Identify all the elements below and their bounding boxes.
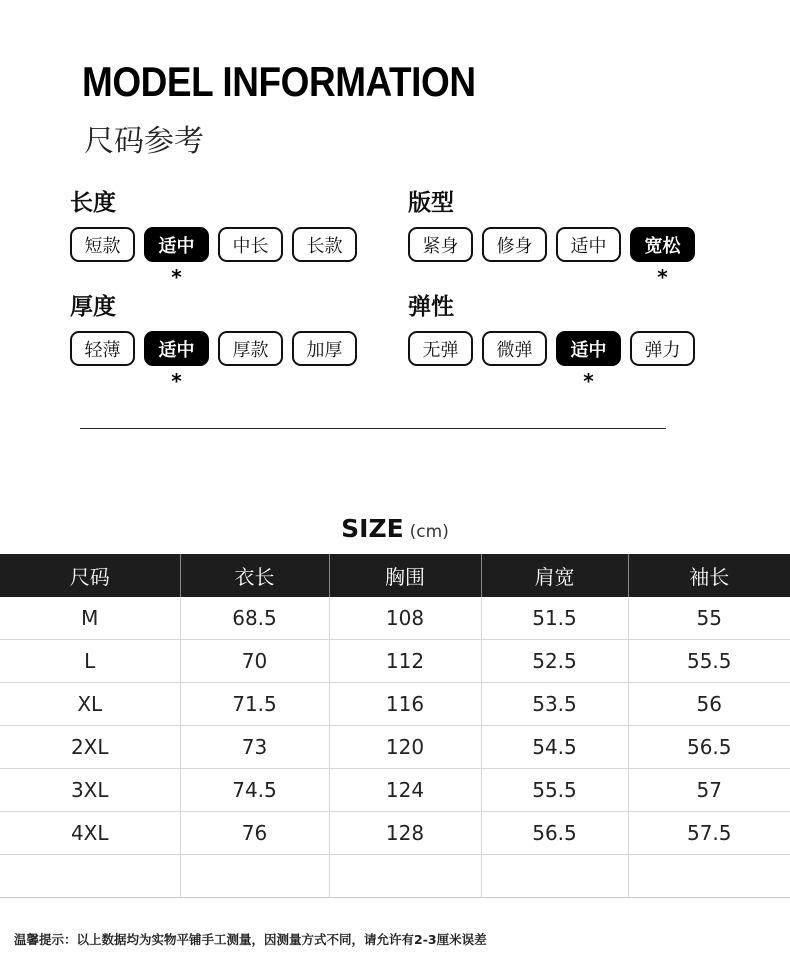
table-cell: 120 [329, 726, 481, 769]
option-label: 适中 [570, 339, 607, 361]
table-cell: 56.5 [628, 726, 790, 769]
table-cell: 116 [329, 683, 481, 726]
option-pill [70, 331, 135, 366]
selected-marker: * [171, 265, 182, 289]
option-pill-selected [556, 331, 621, 393]
table-cell: 55 [628, 597, 790, 640]
section-divider [80, 428, 666, 429]
table-row [0, 812, 790, 855]
table-cell: 76 [180, 812, 329, 855]
table-cell: 128 [329, 812, 481, 855]
selected-marker: * [171, 369, 182, 393]
table-cell: 4XL [0, 812, 180, 855]
option-pill [218, 331, 283, 366]
column-header-sleeve: 袖长 [628, 554, 790, 597]
option-pill [482, 331, 547, 366]
option-pill-selected [144, 227, 209, 289]
option-label: 中长 [232, 235, 269, 257]
table-cell: 73 [180, 726, 329, 769]
attribute-length [70, 189, 357, 289]
table-cell: 52.5 [481, 640, 628, 683]
table-cell: 57 [628, 769, 790, 812]
table-header-row [0, 554, 790, 597]
size-unit: (cm) [409, 522, 449, 542]
table-cell: 53.5 [481, 683, 628, 726]
column-header-length: 衣长 [180, 554, 329, 597]
table-row [0, 769, 790, 812]
option-label: 适中 [158, 235, 195, 257]
selected-marker: * [657, 265, 668, 289]
table-cell: 71.5 [180, 683, 329, 726]
option-label: 厚款 [232, 339, 269, 361]
table-cell-empty [481, 855, 628, 898]
option-row [408, 227, 695, 289]
footnote: 温馨提示：以上数据均为实物平铺手工测量，因测量方式不同，请允许有2-3厘米误差 [14, 932, 487, 947]
attribute-label: 长度 [70, 190, 116, 216]
attribute-label: 厚度 [70, 294, 116, 320]
column-header-chest: 胸围 [329, 554, 481, 597]
table-cell: 54.5 [481, 726, 628, 769]
table-cell: M [0, 597, 180, 640]
option-pill-selected [630, 227, 695, 289]
table-cell: 2XL [0, 726, 180, 769]
option-pill-selected [144, 331, 209, 393]
attribute-label: 版型 [408, 190, 454, 216]
option-pill [556, 227, 621, 262]
option-pill [218, 227, 283, 262]
size-heading-label: SIZE [341, 514, 404, 543]
option-pill [292, 331, 357, 366]
table-cell: 124 [329, 769, 481, 812]
column-header-shoulder: 肩宽 [481, 554, 628, 597]
option-pill [408, 331, 473, 366]
table-cell: L [0, 640, 180, 683]
table-cell-empty [180, 855, 329, 898]
table-cell: 112 [329, 640, 481, 683]
table-row [0, 597, 790, 640]
option-label: 无弹 [422, 339, 459, 361]
table-cell-empty [628, 855, 790, 898]
option-label: 适中 [158, 339, 195, 361]
table-cell: 55.5 [628, 640, 790, 683]
option-label: 微弹 [496, 339, 533, 361]
page-subtitle: 尺码参考 [84, 124, 204, 159]
table-cell: 56 [628, 683, 790, 726]
option-label: 适中 [570, 235, 607, 257]
option-label: 短款 [84, 235, 121, 257]
size-table [0, 554, 790, 898]
option-label: 宽松 [644, 235, 681, 257]
table-cell: 55.5 [481, 769, 628, 812]
option-label: 弹力 [644, 339, 681, 361]
table-cell: 68.5 [180, 597, 329, 640]
option-pill [482, 227, 547, 262]
table-row [0, 683, 790, 726]
attribute-fit [408, 189, 695, 289]
option-pill [70, 227, 135, 262]
table-cell-empty [0, 855, 180, 898]
table-row [0, 726, 790, 769]
attribute-elasticity [408, 293, 695, 393]
option-row [70, 331, 357, 393]
table-row-empty [0, 855, 790, 898]
option-pill [408, 227, 473, 262]
option-label: 修身 [496, 235, 533, 257]
table-row [0, 640, 790, 683]
option-row [408, 331, 695, 393]
attribute-label: 弹性 [408, 294, 454, 320]
table-cell: 51.5 [481, 597, 628, 640]
selected-marker: * [583, 369, 594, 393]
option-pill [630, 331, 695, 366]
option-label: 紧身 [422, 235, 459, 257]
table-cell: 74.5 [180, 769, 329, 812]
table-cell: 70 [180, 640, 329, 683]
option-label: 轻薄 [84, 339, 121, 361]
table-cell: 56.5 [481, 812, 628, 855]
option-label: 加厚 [306, 339, 343, 361]
size-heading [0, 514, 790, 543]
table-cell-empty [329, 855, 481, 898]
page-title: MODEL INFORMATION [82, 58, 476, 105]
table-cell: XL [0, 683, 180, 726]
table-cell: 3XL [0, 769, 180, 812]
option-label: 长款 [306, 235, 343, 257]
attribute-thickness [70, 293, 357, 393]
column-header-size: 尺码 [0, 554, 180, 597]
table-cell: 108 [329, 597, 481, 640]
option-row [70, 227, 357, 289]
table-cell: 57.5 [628, 812, 790, 855]
option-pill [292, 227, 357, 262]
